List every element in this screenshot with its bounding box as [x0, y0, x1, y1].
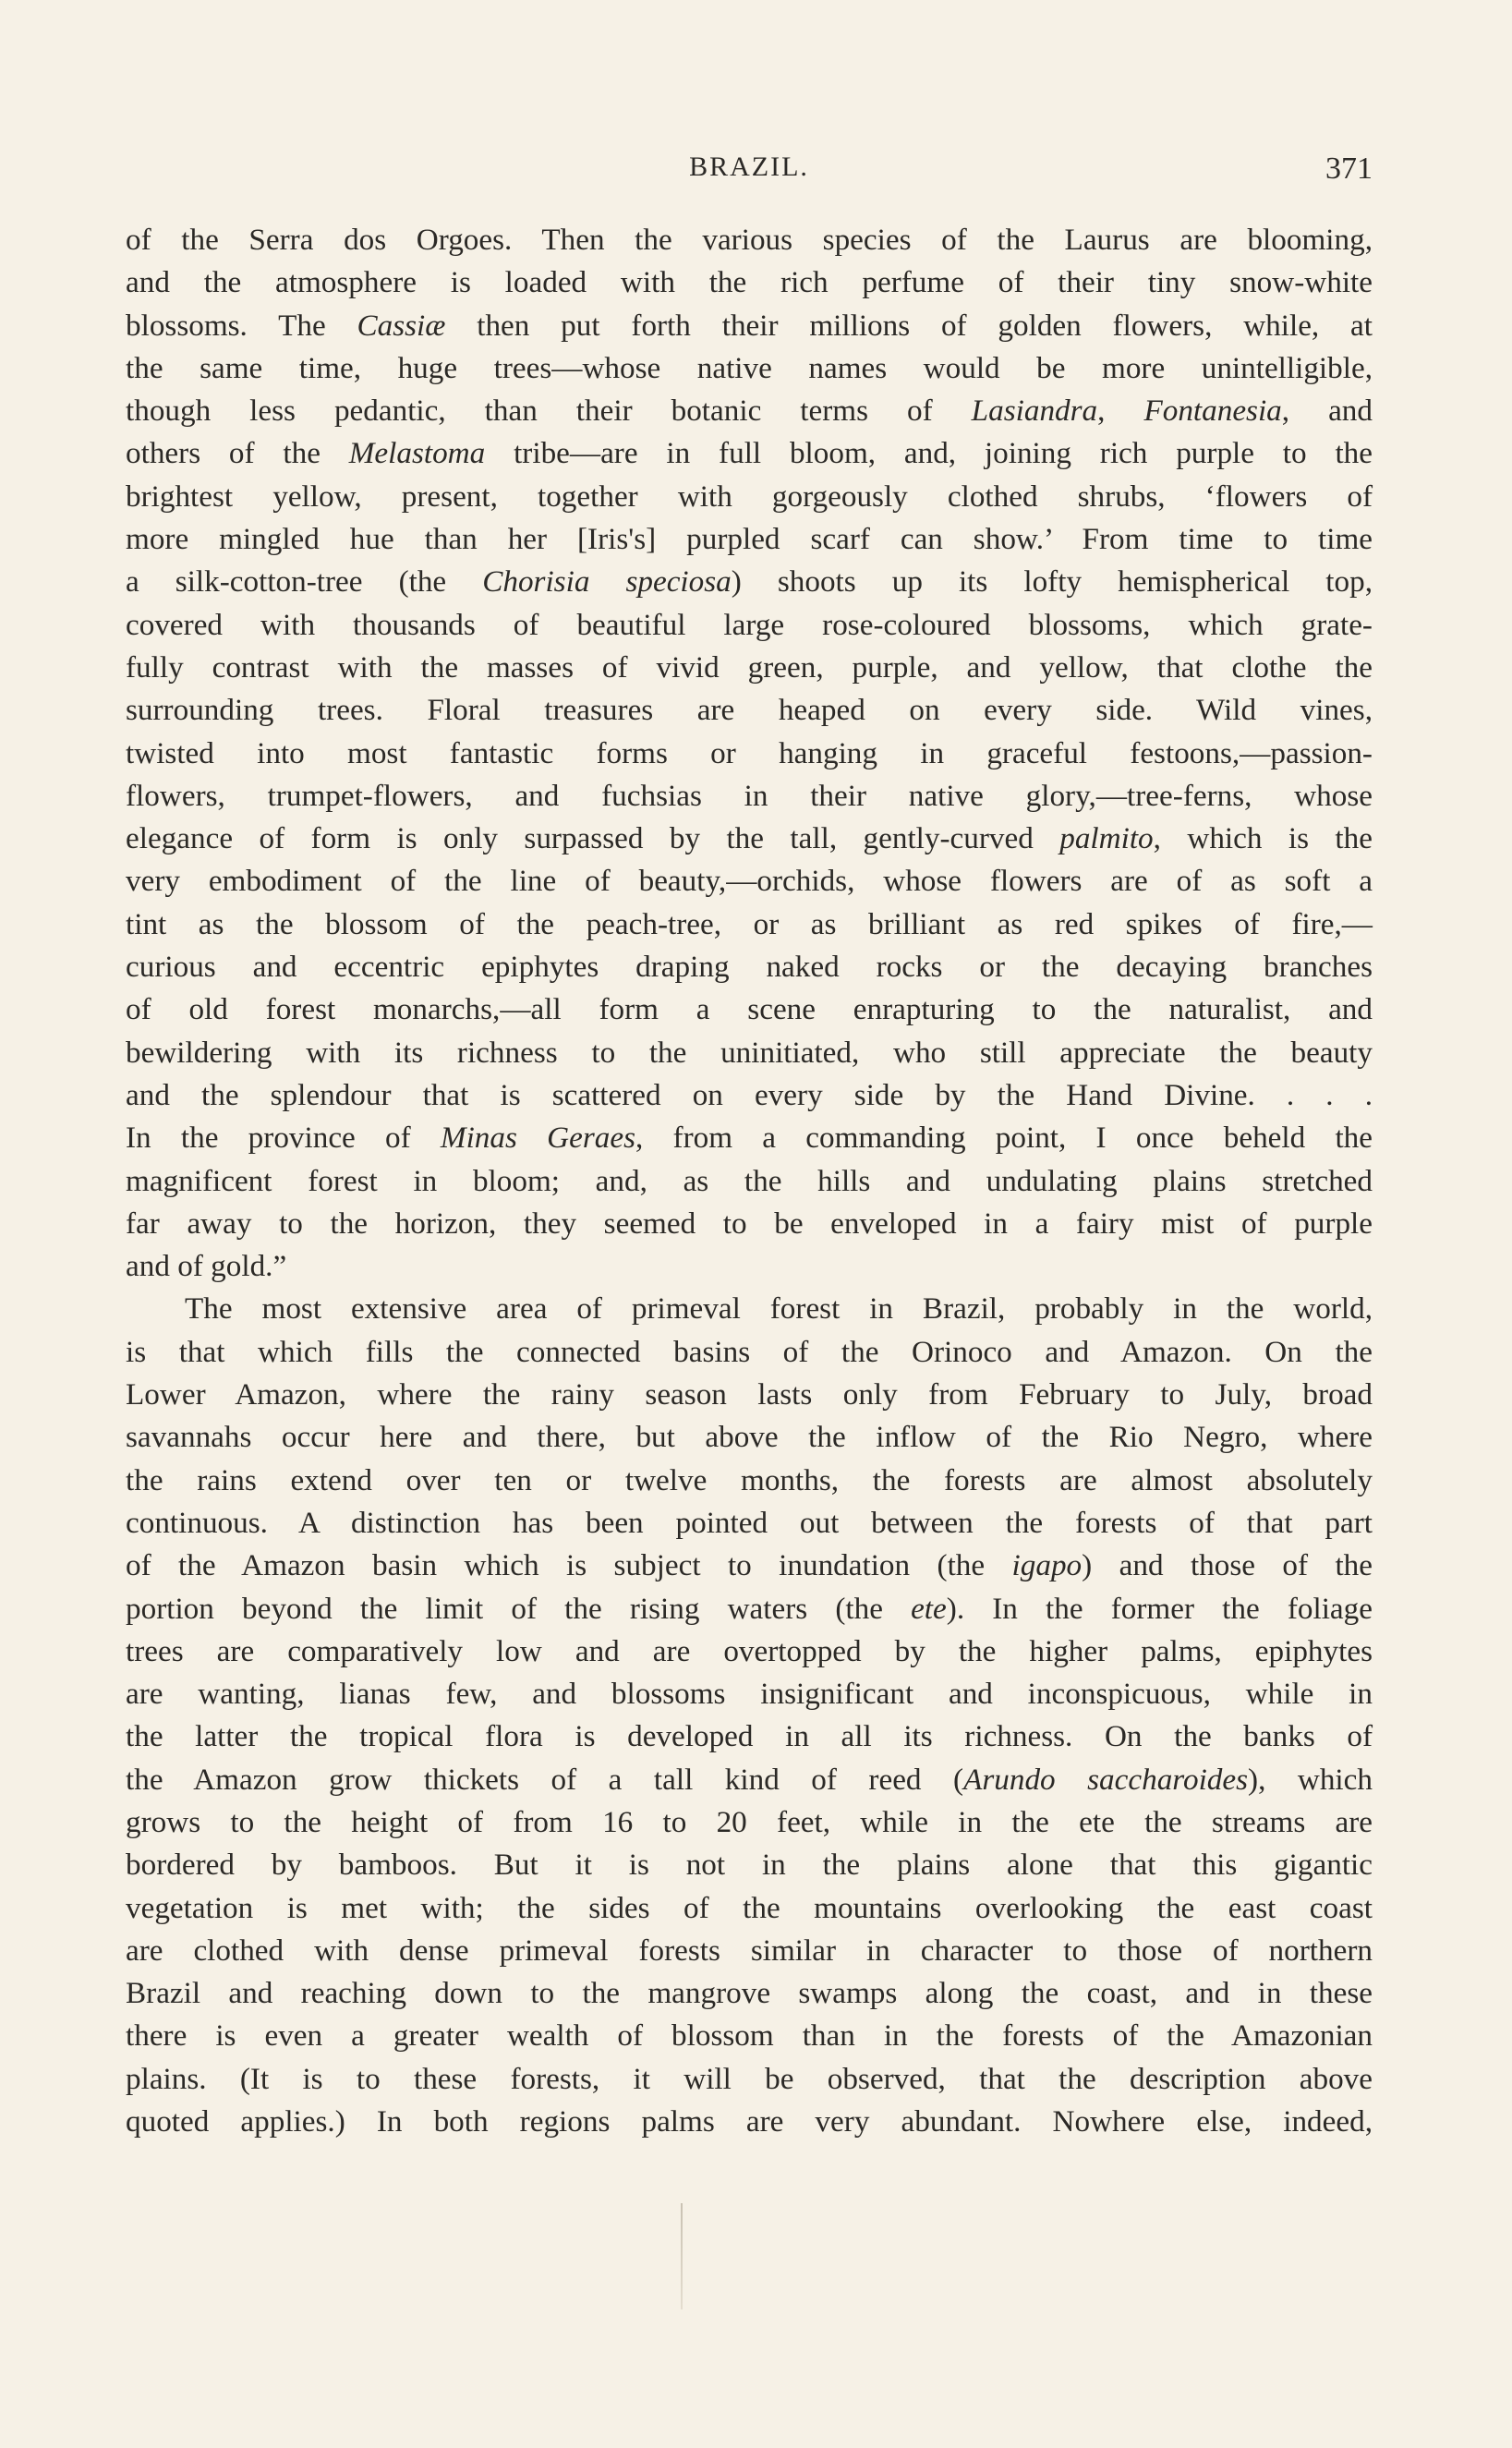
text-line: [126, 1930, 1373, 1972]
text-run: are clothed with dense primeval forests similar in character to those of northern: [126, 1933, 1373, 1968]
text-run: of old forest monarchs,—all form a scene enrapturing to the naturalist, and: [126, 992, 1373, 1027]
text-run: ). In the former the foliage: [946, 1591, 1373, 1626]
text-run: bordered by bamboos. But it is not in the plains alone that this gigantic: [126, 1848, 1373, 1883]
text-line: [126, 1759, 1373, 1801]
text-run: ) and those of the: [1082, 1548, 1373, 1583]
text-line: [126, 561, 1373, 603]
text-run: ,: [1097, 394, 1144, 429]
text-line: [126, 2101, 1373, 2143]
text-line: [126, 518, 1373, 561]
text-line: [126, 305, 1373, 347]
text-run: more mingled hue than her [Iris's] purpled scarf can show.’ From time to time: [126, 522, 1373, 557]
text-line: [126, 432, 1373, 475]
text-run: are wanting, lianas few, and blossoms insignificant and inconspicuous, while in: [126, 1677, 1373, 1712]
text-run: magnificent forest in bloom; and, as the hills and undulating plains stretched: [126, 1163, 1373, 1198]
text-line: [126, 347, 1373, 390]
text-line: [126, 1032, 1373, 1074]
italic-term: Minas Geraes: [440, 1121, 635, 1156]
text-run: curious and eccentric epiphytes draping naked rocks or the decaying branches: [126, 950, 1373, 985]
text-line: [126, 604, 1373, 647]
text-line: [126, 219, 1373, 261]
italic-term: palmito: [1059, 821, 1154, 856]
italic-term: Arundo saccharoides: [963, 1762, 1249, 1797]
text-line: [126, 1715, 1373, 1758]
text-line: [126, 2058, 1373, 2101]
gutter-mark: [681, 2203, 683, 2309]
text-line: [126, 1972, 1373, 2015]
text-run: far away to the horizon, they seemed to be enveloped in a fairy mist of purple: [126, 1206, 1373, 1241]
running-title: BRAZIL.: [689, 151, 809, 182]
text-line: [126, 988, 1373, 1031]
text-run: is that which fills the connected basins of the Orinoco and Amazon. On the: [126, 1334, 1373, 1369]
running-head: [126, 151, 1373, 198]
text-run: very embodiment of the line of beauty,—orchids, whose flowers are of as soft a: [126, 864, 1373, 899]
text-line: [126, 818, 1373, 860]
italic-term: igapo: [1011, 1548, 1083, 1583]
text-line: [126, 390, 1373, 432]
page-number: 371: [1325, 151, 1373, 186]
text-run: portion beyond the limit of the rising waters (the: [126, 1591, 912, 1626]
text-run: others of the: [126, 436, 349, 471]
italic-term: Melastoma: [348, 436, 486, 471]
italic-term: Lasiandra: [971, 394, 1098, 429]
text-line: [126, 1801, 1373, 1844]
text-line: [126, 1460, 1373, 1502]
italic-term: Chorisia speciosa: [482, 564, 732, 600]
text-line: [126, 1117, 1373, 1159]
text-run: plains. (It is to these forests, it will be observed, that the description above: [126, 2061, 1373, 2096]
text-line: [126, 1588, 1373, 1630]
text-line: [126, 775, 1373, 818]
text-run: Brazil and reaching down to the mangrove swamps along the coast, and in these: [126, 1976, 1373, 2011]
text-run: there is even a greater wealth of blossom than in the forests of the Amazonian: [126, 2018, 1373, 2054]
text-run: and of gold.”: [126, 1249, 287, 1284]
text-line: [126, 1673, 1373, 1715]
text-line: [126, 1203, 1373, 1245]
text-run: flowers, trumpet-flowers, and fuchsias in their native glory,—tree-ferns, whose: [126, 778, 1373, 813]
text-line: [126, 1245, 1373, 1288]
text-line: [126, 689, 1373, 732]
text-line: [126, 1887, 1373, 1930]
text-run: Lower Amazon, where the rainy season lasts only from February to July, broad: [126, 1377, 1373, 1412]
text-line: [126, 261, 1373, 304]
text-run: and the splendour that is scattered on every side by the Hand Divine. . . .: [126, 1077, 1373, 1112]
text-run: the rains extend over ten or twelve months, the forests are almost absolutely: [126, 1462, 1373, 1497]
text-run: fully contrast with the masses of vivid green, purple, and yellow, that clothe the: [126, 649, 1373, 685]
text-run: elegance of form is only surpassed by the tall, gently-curved: [126, 821, 1060, 856]
italic-term: ete: [911, 1591, 947, 1626]
body-text: [126, 219, 1373, 2143]
text-run: grows to the height of from 16 to 20 feet, while in the ete the streams are: [126, 1804, 1373, 1839]
text-line: [126, 1331, 1373, 1374]
text-line: [126, 733, 1373, 775]
text-run: brightest yellow, present, together with gorgeously clothed shrubs, ‘flowers of: [126, 479, 1373, 514]
text-run: of the Amazon basin which is subject to inundation (the: [126, 1548, 1012, 1583]
text-run: then put forth their millions of golden flowers, while, at: [445, 308, 1373, 343]
text-run: surrounding trees. Floral treasures are heaped on every side. Wild vines,: [126, 693, 1373, 728]
text-run: tribe—are in full bloom, and, joining rich purple to the: [485, 436, 1373, 471]
text-run: ) shoots up its lofty hemispherical top,: [731, 564, 1373, 600]
text-run: the Amazon grow thickets of a tall kind of reed (: [126, 1762, 964, 1797]
text-run: covered with thousands of beautiful large rose-coloured blossoms, which grate-: [126, 607, 1373, 642]
text-run: ), which: [1248, 1762, 1373, 1797]
text-run: savannahs occur here and there, but above the inflow of the Rio Negro, where: [126, 1420, 1373, 1455]
text-line: [126, 476, 1373, 518]
italic-term: Fontanesia: [1143, 394, 1282, 429]
text-run: tint as the blossom of the peach-tree, or as brilliant as red spikes of fire,—: [126, 906, 1373, 941]
text-run: , and: [1281, 394, 1373, 429]
italic-term: Cassiæ: [357, 308, 446, 343]
text-line: [126, 903, 1373, 946]
text-run: trees are comparatively low and are overtopped by the higher palms, epiphytes: [126, 1633, 1373, 1668]
text-line: [126, 1844, 1373, 1886]
text-run: In the province of: [126, 1121, 441, 1156]
text-line: [126, 1160, 1373, 1203]
text-run: quoted applies.) In both regions palms are very abundant. Nowhere else, indeed,: [126, 2104, 1373, 2139]
text-line: [126, 1545, 1373, 1587]
text-run: the latter the tropical flora is developed in all its richness. On the banks of: [126, 1719, 1373, 1754]
text-run: and the atmosphere is loaded with the rich perfume of their tiny snow-white: [126, 265, 1373, 300]
text-line: [126, 1630, 1373, 1673]
text-line: [126, 1416, 1373, 1459]
text-run: vegetation is met with; the sides of the mountains overlooking the east coast: [126, 1890, 1373, 1925]
text-run: though less pedantic, than their botanic terms of: [126, 394, 972, 429]
text-run: The most extensive area of primeval forest in Brazil, probably in the world,: [185, 1291, 1373, 1327]
text-line: [126, 946, 1373, 988]
text-line: [126, 1502, 1373, 1545]
text-line: [126, 2015, 1373, 2057]
text-run: blossoms. The: [126, 308, 357, 343]
text-line: [126, 1074, 1373, 1117]
text-run: twisted into most fantastic forms or hanging in graceful festoons,—passion-: [126, 735, 1373, 770]
text-run: continuous. A distinction has been pointed out between the forests of that part: [126, 1505, 1373, 1540]
text-run: , which is the: [1153, 821, 1373, 856]
text-run: bewildering with its richness to the uninitiated, who still appreciate the beauty: [126, 1035, 1373, 1070]
text-run: of the Serra dos Orgoes. Then the various species of the Laurus are blooming,: [126, 223, 1373, 257]
text-line: [126, 860, 1373, 903]
text-line: [126, 1374, 1373, 1416]
text-run: a silk-cotton-tree (the: [126, 564, 483, 600]
text-run: the same time, huge trees—whose native names would be more unintelligible,: [126, 350, 1373, 385]
text-line: [126, 1288, 1373, 1330]
text-line: [126, 647, 1373, 689]
text-run: , from a commanding point, I once beheld the: [635, 1121, 1373, 1156]
